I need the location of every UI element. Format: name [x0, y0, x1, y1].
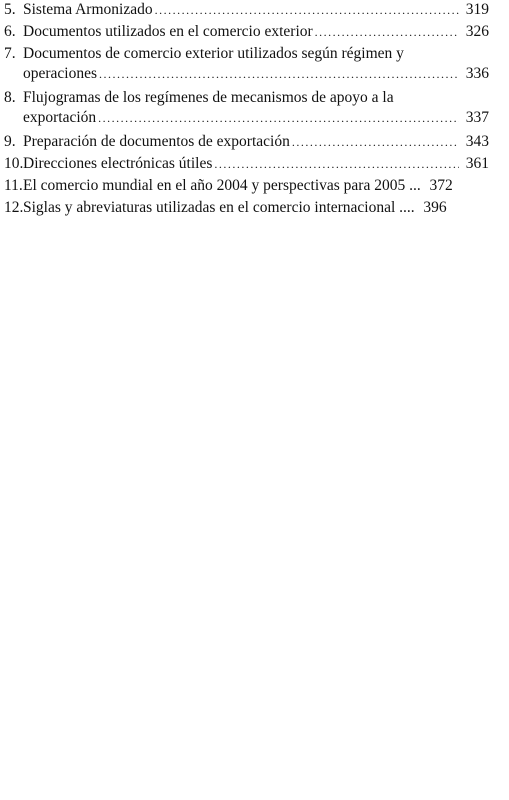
entry-title-continuation: operaciones — [23, 65, 98, 82]
toc-entry — [0, 44, 509, 64]
entry-title: Documentos de comercio exterior utilizados según régimen y — [23, 45, 404, 62]
toc-entry — [0, 198, 509, 218]
entry-title: Preparación de documentos de exportación — [23, 133, 290, 150]
entry-page: 372 — [429, 177, 453, 194]
entry-page: 326 — [465, 23, 489, 40]
toc-entry — [0, 22, 509, 42]
dot-leader — [98, 108, 459, 128]
toc-entry-continuation — [0, 108, 509, 128]
entry-page: 337 — [465, 109, 489, 126]
entry-number: 7. — [4, 45, 16, 62]
dot-leader — [315, 22, 459, 42]
entry-title: Sistema Armonizado — [23, 1, 153, 18]
dot-leader — [214, 154, 459, 174]
entry-number: 6. — [4, 23, 16, 40]
toc-entry — [0, 176, 509, 196]
toc-entry — [0, 154, 509, 174]
entry-title: Direcciones electrónicas útiles — [23, 155, 213, 172]
dot-leader — [155, 0, 459, 20]
toc-entry — [0, 132, 509, 152]
entry-page: 336 — [465, 65, 489, 82]
entry-number: 9. — [4, 133, 16, 150]
entry-title-continuation: exportación — [23, 109, 97, 126]
entry-number: 12. — [4, 199, 24, 216]
entry-page: 396 — [423, 199, 447, 216]
entry-title: Flujogramas de los regímenes de mecanismos de apoyo a la — [23, 89, 394, 106]
entry-number: 10. — [4, 155, 24, 172]
dot-leader — [99, 64, 459, 84]
toc-entry — [0, 0, 509, 20]
entry-number: 5. — [4, 1, 16, 18]
dot-leader — [292, 132, 459, 152]
entry-title: Siglas y abreviaturas utilizadas en el comercio internacional .... — [23, 199, 415, 216]
entry-page: 343 — [465, 133, 489, 150]
entry-title: Documentos utilizados en el comercio exterior — [23, 23, 313, 40]
entry-title: El comercio mundial en el año 2004 y perspectivas para 2005 ... — [23, 177, 421, 194]
entry-page: 319 — [465, 1, 489, 18]
entry-page: 361 — [465, 155, 489, 172]
entry-number: 8. — [4, 89, 16, 106]
toc-entry-continuation — [0, 64, 509, 84]
toc-entry — [0, 88, 509, 108]
entry-number: 11. — [4, 177, 23, 194]
